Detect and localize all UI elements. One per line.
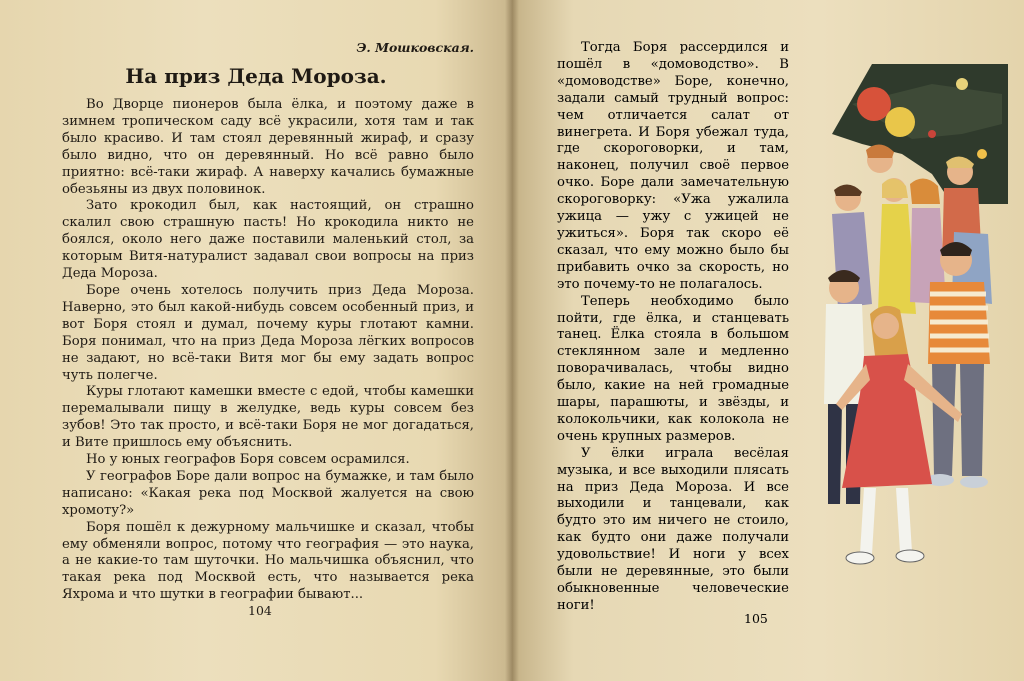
story-title: На приз Деда Мороза. (125, 64, 387, 88)
paragraph: Теперь необходимо было пойти, где ёлка, и станцевать танец. Ёлка стояла в большом стеклянном зале и медленно поворачивалась, чтобы видно было, какие на ней громадные шары, парашюты, и звёзды, и колокольчики, как колокола не очень крупных размеров. (557, 293, 789, 444)
page-number-right: 105 (744, 611, 768, 626)
paragraph: Боре очень хотелось получить приз Деда Мороза. Наверно, это был какой-нибудь совсем особенный приз, и вот Боря стоял и думал, почему куры глотают камни. Боря понимал, что на приз Деда Мороза лёгких вопросов не задают, но всё-таки Витя мог бы ему задать вопрос чуть полегче. (62, 282, 474, 383)
book-spine (505, 0, 519, 681)
paragraph: Куры глотают камешки вместе с едой, чтобы камешки перемалывали пищу в желудке, ведь куры совсем без зубов! Это так просто, и всё-таки Боря не мог догадаться, и Вите пришлось ему объяснить. (62, 384, 474, 451)
left-page-text (62, 97, 474, 604)
author-name: Э. Мошковская. (356, 40, 474, 55)
right-page-text (557, 40, 789, 615)
paragraph: Зато крокодил был, как настоящий, он страшно скалил свою страшную пасть! Но крокодила никто не боялся, около него даже поставили маленький стол, за которым Витя-натуралист задавал свои вопросы на приз Деда Мороза. (62, 198, 474, 282)
paragraph: Тогда Боря рассердился и пошёл в «домоводство». В «домоводстве» Боре, конечно, задали самый трудный вопрос: чем отличается салат от винегрета. И Боря убежал туда, где скороговорки, и там, наконец, получил своё первое очко. Боре дали замечательную скороговорку: «Ужа ужалила ужица — ужу с ужицей не ужиться». Боря так скоро её сказал, что ему можно было бы прибавить очко за скорость, но это почему-то не полагалось. (557, 40, 789, 292)
paragraph: Боря пошёл к дежурному мальчишке и сказал, чтобы ему обменяли вопрос, потому что география — это наука, а не какие-то там шуточки. Но мальчишка объяснил, что такая река под Москвой есть, что называется река Яхрома и что шутки в географии бывают... (62, 519, 474, 603)
paragraph: У ёлки играла весёлая музыка, и все выходили плясать на приз Деда Мороза. И все выходили и танцевали, как будто это им ничего не стоило, как будто они даже получали удовольствие! И ноги у всех были не деревянные, это были обыкновенные человеческие ноги! (557, 445, 789, 613)
paragraph: Во Дворце пионеров была ёлка, и поэтому даже в зимнем тропическом саду всё украсили, хотя там и так было красиво. И там стоял деревянный жираф, и сразу было видно, что он деревянный. Но всё равно было приятно: всё-таки жираф. А наверху качались бумажные обезьяны из двух половинок. (62, 97, 474, 197)
paragraph: У географов Боре дали вопрос на бумажке, и там было написано: «Какая река под Москвой жалуется на свою хромоту?» (62, 468, 474, 518)
page-number-left: 104 (248, 603, 272, 618)
children-dancing-illustration (812, 64, 1008, 584)
paragraph: Но у юных географов Боря совсем осрамился. (86, 452, 410, 468)
